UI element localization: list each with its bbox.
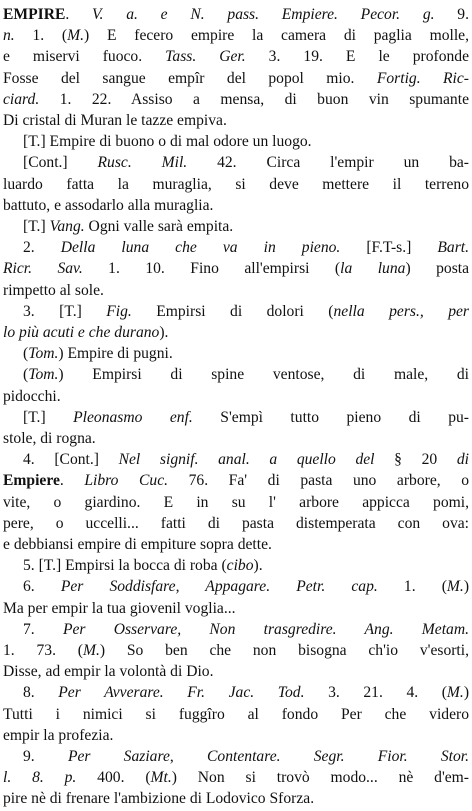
bold-text: EMPIRE [3,6,66,23]
text-run: ). [253,557,263,575]
text-run: Disse, ad empir la volontà di Dio. [3,663,214,681]
text-run: empir la profezia. [3,726,114,744]
italic-text: Pleonasmo enf. [73,408,193,426]
text-run: [T.] [23,408,74,426]
text-run: 4. [Cont.] [23,451,119,469]
italic-text: Mt. [150,769,172,787]
italic-text: M. [446,578,464,596]
text-run: [T.] Empire di buono o di mal odore un luogo. [23,133,312,151]
italic-text: Nel signif. anal. a quello del [118,451,375,469]
italic-text: Contentare. Segr. Fior. Stor. [207,748,470,765]
italic-text: ciard. [3,90,40,108]
text-run: , [169,748,208,765]
text-run: ) posta [405,260,470,278]
text-run: pere, o uccelli... fatti di pasta distemperata con ova: [3,514,469,532]
text-run: stole, di rogna. [3,430,96,447]
text-run: 1. ( [14,27,68,45]
text-run: rimpetto al sole. [3,281,104,299]
italic-text: cibo [226,557,254,575]
italic-text: Libro Cuc. [84,472,169,490]
text-run: 76. Fa' di pasta uno arbore, o [168,472,469,490]
text-run: 3. 21. 4. ( [304,684,447,702]
italic-text: M. [67,27,85,45]
bold-text: Empiere [3,472,60,490]
text-run: [T.] [23,218,50,235]
text-run: § 20 [374,451,457,469]
text-run: 6. [23,578,61,596]
text-run: e debbiansi empire di empiture sopra dette. [3,536,272,553]
text-run: ) Empire di pugni. [58,345,173,363]
italic-text: Rusc. Mil. [97,154,188,172]
text-run: ) [463,578,470,596]
italic-text: l. 8. p. [3,769,77,787]
text-run: 7. [23,620,63,638]
text-run: battuto, e assodarlo alla muraglia. [3,196,214,214]
text-run: 9. [434,6,469,23]
text-run: 1. 10. Fino all'empirsi ( [82,260,341,278]
text-run: 42. Circa l'empir un ba- [187,154,469,172]
italic-text: Ricr. Sav. [3,260,83,278]
italic-text: Per Saziare [67,748,170,765]
text-run: ) E fecero empire la camera di paglia molle, [84,27,469,45]
text-run: pidocchi. [3,387,61,405]
italic-text: Tom. [28,366,59,384]
text-run: . [65,6,93,23]
text-run: 3. 19. E le profonde [245,48,470,66]
dictionary-entry [3,3,469,806]
text-run: 1. 73. ( [3,642,83,659]
italic-text: M. [82,642,100,659]
text-run: ) Non si trovò modo... nè d'em- [171,769,469,787]
text-run: 1. ( [377,578,447,596]
text-run: ( [23,366,29,384]
italic-text: Fortig. Ric- [376,69,469,87]
italic-text: lo più acuti e che durano [3,324,160,341]
text-run: ) So ben che non bisogna ch'io v'esorti, [99,642,469,659]
italic-text: Tom. [28,345,59,363]
italic-text: V. a. e N. pass. Empiere. Pecor. g. [92,6,435,23]
text-run: 5. [T.] Empirsi la bocca di roba ( [23,557,227,575]
text-run: Empirsi di dolori ( [131,302,334,320]
text-run: Tutti i nimici si fuggîro al fondo Per che videro [3,705,469,723]
italic-text: n. [3,27,15,45]
italic-text: Per Soddisfare, Appagare. Petr. cap. [60,578,378,596]
text-run: 1. 22. Assiso a mensa, di buon vin spumante [39,90,469,108]
text-run: ( [23,345,29,363]
text-run: luardo fatta la muraglia, si deve mettere il terreno [3,175,469,193]
italic-text: M. [446,684,464,702]
text-run: Ma per empir la tua giovenil voglia... [3,599,236,617]
text-run: vite, o giardino. E in su l' arbore appicca pomi, [3,493,469,511]
text-run: [F.T-s.] [340,239,438,257]
italic-text: Per Avverare. Fr. Jac. Tod. [58,684,305,702]
text-run: ) Empirsi di spine ventose, di male, di [58,366,469,384]
italic-text: Tass. Ger. [165,48,246,66]
italic-text: nella pers., per [333,302,469,320]
text-run: Di cristal di Muran le tazze empiva. [3,112,227,129]
text-run: . [59,472,85,490]
italic-text: Fig. [106,302,132,320]
text-run: 400. ( [76,769,151,787]
text-run: [Cont.] [23,154,98,172]
italic-text: Vang. [49,218,85,235]
text-line [3,787,469,811]
text-run: 3. [T.] [23,302,107,320]
italic-text: Della luna che va in pieno. [60,239,341,257]
italic-text: Per Osservare, Non trasgredire. Ang. Metam. [62,620,470,638]
text-run: e miservi fuoco. [3,48,166,66]
text-run: pire nè di frenare l'ambizione di Lodovico Sforza. [3,790,315,808]
italic-text: la luna [340,260,406,278]
text-run: Ogni valle sarà empita. [84,218,234,235]
text-run: 9. [23,748,68,765]
text-run: 2. [23,239,61,257]
italic-text: di [456,451,469,469]
text-run: 8. [23,684,59,702]
text-run: S'empì tutto pieno di pu- [192,408,469,426]
text-run: Fosse del sangue empîr del popol mio. [3,69,377,87]
italic-text: Bart. [437,239,469,257]
text-run: ). [159,324,169,341]
text-run: ) [463,684,470,702]
